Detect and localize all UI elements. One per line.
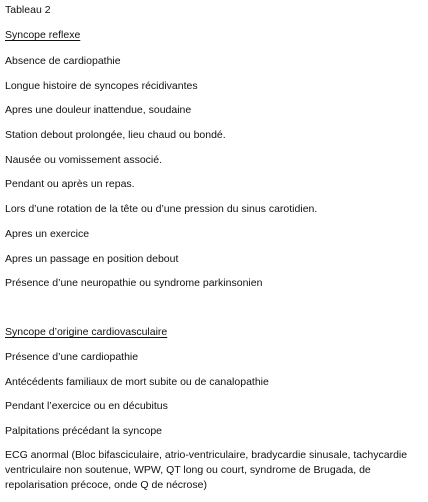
list-item: Apres un exercice: [5, 228, 90, 240]
list-item: Absence de cardiopathie: [5, 55, 121, 67]
list-item: Station debout prolongée, lieu chaud ou bondé.: [5, 129, 226, 141]
list-item: Pendant ou après un repas.: [5, 178, 135, 190]
list-item: Longue histoire de syncopes récidivantes: [5, 80, 198, 92]
list-item: Présence d’une cardiopathie: [5, 351, 139, 363]
section-heading-syncope-reflexe: Syncope reflexe: [5, 29, 81, 41]
list-item: Apres une douleur inattendue, soudaine: [5, 104, 192, 116]
list-item: Antécédents familiaux de mort subite ou de canalopathie: [5, 376, 269, 388]
section-heading-syncope-cardiovasculaire: Syncope d’origine cardiovasculaire: [5, 326, 168, 338]
list-item: Apres un passage en position debout: [5, 253, 179, 265]
list-item: Pendant l’exercice ou en décubitus: [5, 400, 168, 412]
list-item-ecg: ECG anormal (Bloc bifasciculaire, atrio-ventriculaire, bradycardie sinusale, tachycardie ventriculaire non soutenue, WPW, QT long ou court, syndrome de Brugada, de repolarisation précoce, onde Q de nécrose): [5, 449, 408, 491]
list-item: Nausée ou vomissement associé.: [5, 154, 162, 166]
list-item: Palpitations précédant la syncope: [5, 425, 163, 437]
list-item: Présence d’une neuropathie ou syndrome parkinsonien: [5, 277, 263, 289]
list-item: Lors d’une rotation de la tête ou d’une pression du sinus carotidien.: [5, 203, 318, 215]
table-title: Tableau 2: [5, 4, 51, 16]
